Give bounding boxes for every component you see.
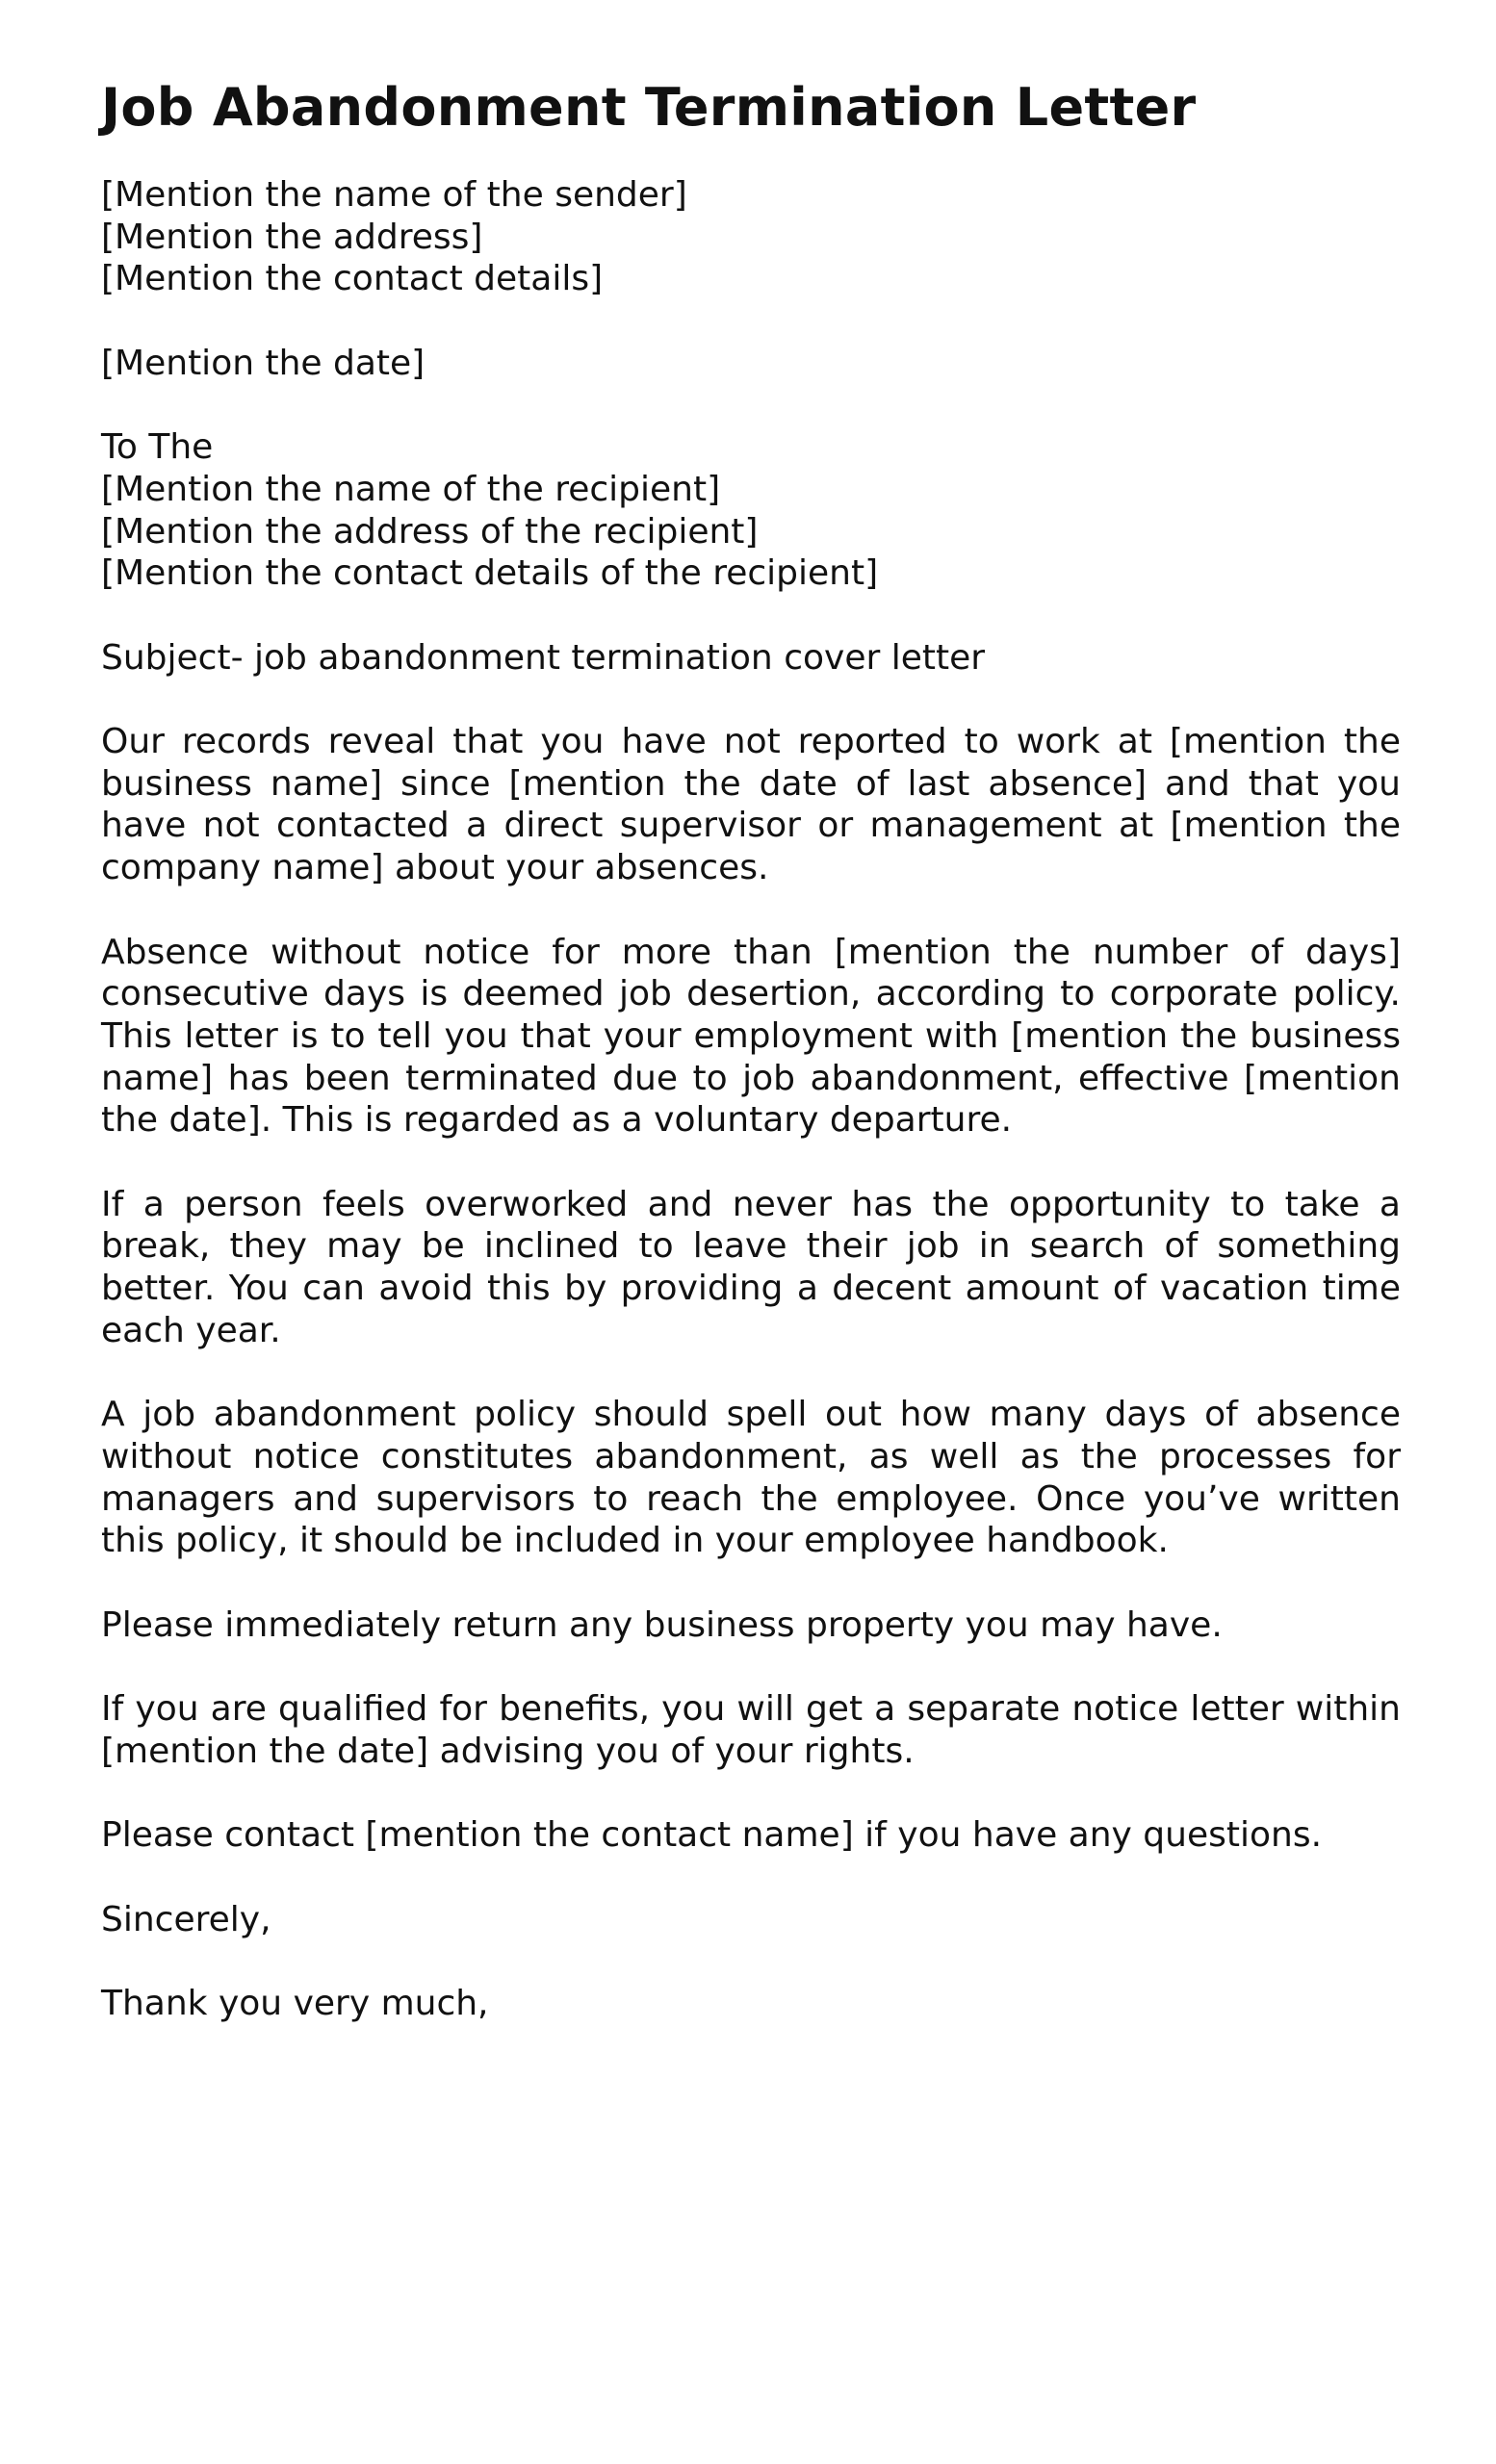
recipient-salutation: To The [101, 427, 214, 468]
body-paragraph-2: Absence without notice for more than [mention the number of days] consecutive days is deemed job desertion, according to corporate policy. This letter is to tell you that your employment with [mention the business name] has been terminated due to job abandonment, effective [mention the date]. This is regarded as a voluntary departure. [101, 932, 1401, 1141]
body-paragraph-1: Our records reveal that you have not reported to work at [mention the business name] since [mention the date of last absence] and that you have not contacted a direct supervisor or management at [mention the company name] about your absences. [101, 722, 1401, 888]
recipient-name: [Mention the name of the recipient] [101, 469, 721, 509]
sender-name: [Mention the name of the sender] [101, 175, 687, 215]
body-paragraph-7: Please contact [mention the contact name] if you have any questions. [101, 1815, 1323, 1856]
letter-thanks: Thank you very much, [101, 1984, 489, 2024]
body-paragraph-3: If a person feels overworked and never has the opportunity to take a break, they may be inclined to leave their job in search of something better. You can avoid this by providing a decent amount of vacation time each year. [101, 1184, 1401, 1350]
letter-closing: Sincerely, [101, 1899, 271, 1939]
sender-block [101, 174, 1401, 300]
sender-address: [Mention the address] [101, 217, 483, 257]
letter-document [101, 72, 1401, 2066]
sender-contact: [Mention the contact details] [101, 259, 604, 299]
body-paragraph-5: Please immediately return any business property you may have. [101, 1604, 1223, 1645]
recipient-address: [Mention the address of the recipient] [101, 511, 759, 552]
body-paragraph-4: A job abandonment policy should spell out how many days of absence without notice constitutes abandonment, as well as the processes for managers and supervisors to reach the employee. Once you’ve written this policy, it should be included in your employee handbook. [101, 1395, 1401, 1561]
body-paragraph-6: If you are qualified for benefits, you will get a separate notice letter within [mention the date] advising you of your rights. [101, 1689, 1401, 1771]
page-title: Job Abandonment Termination Letter [101, 77, 1197, 138]
letter-subject: Subject- job abandonment termination cover letter [101, 637, 986, 678]
recipient-block [101, 426, 1401, 595]
letter-date: [Mention the date] [101, 343, 426, 383]
recipient-contact: [Mention the contact details of the recipient] [101, 553, 879, 594]
